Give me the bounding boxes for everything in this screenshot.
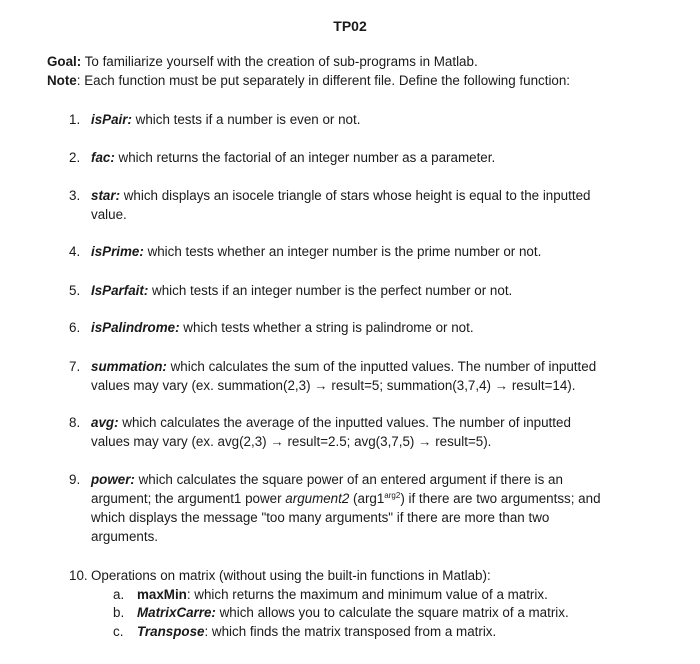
- item-number: 5.: [69, 283, 81, 298]
- function-name: maxMin: [137, 587, 187, 602]
- item-text-continued: values may vary (ex. avg(2,3) → result=2.5; avg(3,7,5) → result=5).: [91, 434, 492, 449]
- list-item: [69, 318, 669, 337]
- function-name: Transpose: [137, 624, 205, 639]
- arg2-superscript: arg2: [384, 491, 401, 500]
- item-text-continued: value.: [91, 207, 127, 222]
- item-number: 4.: [69, 244, 81, 259]
- sub-item-text: which allows you to calculate the square matrix of a matrix.: [215, 605, 569, 620]
- list-item: [69, 413, 669, 451]
- item-text: which returns the factorial of an integer number as a parameter.: [114, 150, 496, 165]
- document-title: TP02: [333, 18, 367, 34]
- list-item: [69, 110, 669, 129]
- item-text: Operations on matrix (without using the built-in functions in Matlab):: [91, 568, 491, 583]
- argument2-term: argument2: [285, 491, 350, 506]
- list-item: [69, 357, 669, 395]
- sub-list-item: [113, 585, 673, 604]
- item-number: 10.: [69, 568, 88, 583]
- note-line: [47, 71, 677, 90]
- function-name: power:: [91, 472, 135, 487]
- function-name: star:: [91, 188, 121, 203]
- sub-item-letter: c.: [113, 624, 124, 639]
- note-label: Note: [47, 73, 77, 88]
- item-text-continued: argument; the argument1 power: [91, 491, 286, 506]
- item-text: which calculates the average of the inputted values. The number of inputted: [118, 415, 571, 430]
- function-name: fac:: [91, 150, 115, 165]
- item-text: which displays an isocele triangle of stars whose height is equal to the inputted: [120, 188, 591, 203]
- item-text: which calculates the square power of an entered argument if there is an: [134, 472, 563, 487]
- sub-item-letter: b.: [113, 605, 125, 620]
- function-name: MatrixCarre:: [137, 605, 216, 620]
- item-number: 1.: [69, 112, 81, 127]
- item-text: which calculates the sum of the inputted values. The number of inputted: [166, 359, 597, 374]
- list-item: [69, 186, 669, 224]
- goal-label: Goal:: [47, 54, 82, 69]
- function-name: IsParfait:: [91, 283, 149, 298]
- item-text-continued-end: ) if there are two argumentss; and: [400, 491, 601, 506]
- function-name: isPalindrome:: [91, 320, 180, 335]
- sub-list-item: [113, 603, 673, 622]
- list-item: [69, 242, 669, 261]
- goal-line: [47, 52, 677, 71]
- item-number: 3.: [69, 188, 81, 203]
- item-number: 2.: [69, 150, 81, 165]
- list-item: [69, 148, 669, 167]
- sub-item-text: : which finds the matrix transposed from a matrix.: [204, 624, 497, 639]
- list-item: [69, 566, 669, 585]
- item-number: 8.: [69, 415, 81, 430]
- item-text: which tests if a number is even or not.: [131, 112, 361, 127]
- function-name: avg:: [91, 415, 119, 430]
- function-name: isPair:: [91, 112, 132, 127]
- arg1-text: (arg1: [349, 491, 385, 506]
- item-number: 9.: [69, 472, 81, 487]
- sub-item-text: : which returns the maximum and minimum value of a matrix.: [186, 587, 548, 602]
- sub-list-item: [113, 622, 673, 641]
- item-text-line4: arguments.: [91, 529, 158, 544]
- item-text-line3: which displays the message "too many arguments" if there are more than two: [91, 510, 550, 525]
- function-name: isPrime:: [91, 244, 144, 259]
- item-text-continued: values may vary (ex. summation(2,3) → result=5; summation(3,7,4) → result=14).: [91, 378, 576, 393]
- item-number: 6.: [69, 320, 81, 335]
- item-text: which tests whether an integer number is the prime number or not.: [143, 244, 542, 259]
- function-name: summation:: [91, 359, 167, 374]
- item-number: 7.: [69, 359, 81, 374]
- sub-item-letter: a.: [113, 587, 125, 602]
- goal-text: To familiarize yourself with the creation of sub-programs in Matlab.: [81, 54, 478, 69]
- item-text: which tests whether a string is palindrome or not.: [179, 320, 474, 335]
- list-item: [69, 281, 669, 300]
- item-text: which tests if an integer number is the perfect number or not.: [148, 283, 513, 298]
- note-text: : Each function must be put separately in different file. Define the following function:: [76, 73, 571, 88]
- list-item: [69, 470, 669, 546]
